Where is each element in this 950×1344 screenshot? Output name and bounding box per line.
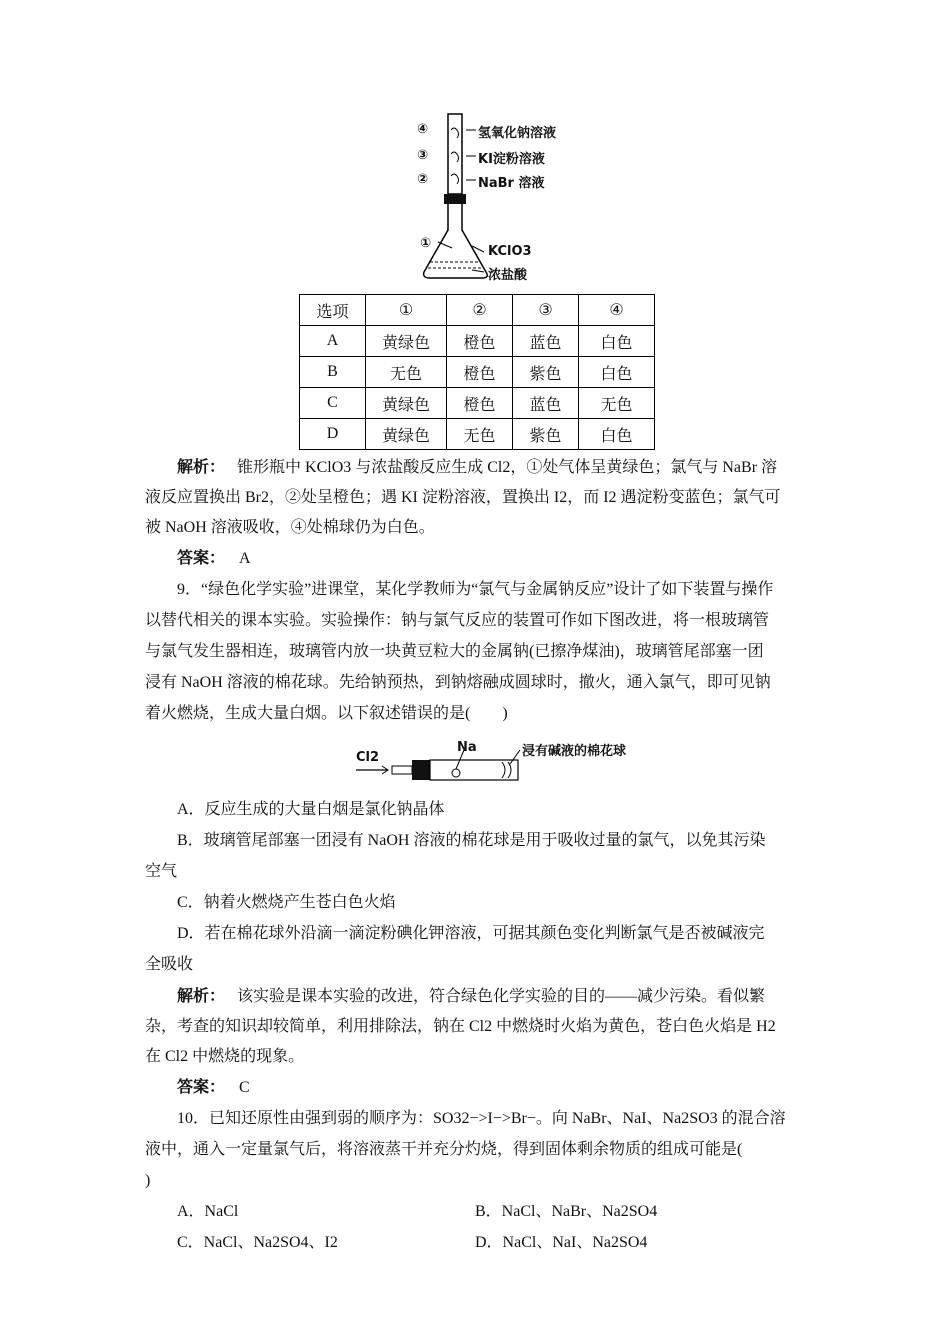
q9-analysis-line: 在 Cl2 中燃烧的现象。	[145, 1048, 305, 1065]
table-cell: 橙色	[447, 357, 513, 388]
q10-option-a: A．NaCl	[177, 1203, 239, 1220]
cotton-ball	[502, 762, 511, 778]
stopper	[444, 194, 466, 204]
q9-stem-line: 浸有 NaOH 溶液的棉花球。先给钠预热，到钠熔融成圆球时，撤火，通入氯气，即可见钠	[145, 674, 771, 691]
label-na: Na	[457, 740, 477, 755]
answer-label: 答案：	[177, 1079, 226, 1096]
table-cell: 黄绿色	[366, 388, 447, 419]
table-row	[300, 326, 655, 357]
option-c: C．钠着火燃烧产生苍白色火焰	[177, 894, 396, 911]
table-cell: 无色	[579, 388, 655, 419]
table-cell: A	[300, 326, 366, 357]
q9-stem-line: 以替代相关的课本实验。实验操作：钠与氯气反应的装置可作如下图改进，将一根玻璃管	[145, 612, 770, 629]
inlet-tube	[392, 766, 412, 774]
option-a: A．反应生成的大量白烟是氯化钠晶体	[177, 801, 445, 818]
q10-stem-line: 10．已知还原性由强到弱的顺序为：SO32−>I−>Br−。向 NaBr、NaI、Na2SO3 的混合溶	[177, 1110, 786, 1127]
table-row	[300, 388, 655, 419]
table-header-cell: ②	[447, 295, 513, 326]
table-cell: D	[300, 419, 366, 450]
label-circle-4: ④	[417, 122, 429, 137]
q8-analysis-line: 被 NaOH 溶液吸收，④处棉球仍为白色。	[145, 519, 435, 536]
option-b: B．玻璃管尾部塞一团浸有 NaOH 溶液的棉花球是用于吸收过量的氯气，以免其污染	[177, 832, 766, 849]
table-cell: 白色	[579, 357, 655, 388]
q10-option-b: B．NaCl、NaBr、Na2SO4	[475, 1203, 658, 1220]
q10-stem-line: )	[145, 1172, 151, 1189]
label-kclo3: KClO3	[488, 244, 532, 259]
options-table	[299, 294, 655, 450]
table-header-cell: ③	[513, 295, 579, 326]
table-cell: 无色	[366, 357, 447, 388]
label-naoh-solution: 氢氧化钠溶液	[478, 126, 557, 141]
q10-option-c: C．NaCl、Na2SO4、I2	[177, 1234, 338, 1251]
table-header-cell: ①	[366, 295, 447, 326]
q9-stem-line: 着火燃烧，生成大量白烟。以下叙述错误的是( )	[145, 705, 508, 722]
label-cotton-ball: 浸有碱液的棉花球	[522, 744, 627, 759]
q9-answer	[177, 1078, 250, 1098]
table-cell: 蓝色	[513, 388, 579, 419]
analysis-label: 解析：	[177, 988, 226, 1005]
q9-analysis-line: 杂，考查的知识却较简单，利用排除法，钠在 Cl2 中燃烧时火焰为黄色，苍白色火焰是 H2	[145, 1018, 776, 1035]
table-cell: B	[300, 357, 366, 388]
answer-label: 答案：	[177, 550, 226, 567]
q9-analysis-line	[177, 987, 765, 1007]
table-cell: 橙色	[447, 326, 513, 357]
cotton-ball-2	[451, 174, 459, 184]
table-cell: 黄绿色	[366, 326, 447, 357]
analysis-text: 锥形瓶中 KClO3 与浓盐酸反应生成 Cl2，①处气体呈黄绿色；氯气与 NaBr 溶	[237, 459, 778, 476]
analysis-text: 该实验是课本实验的改进，符合绿色化学实验的目的——减少污染。看似繁	[237, 988, 766, 1005]
label-ki-starch: KI淀粉溶液	[478, 152, 545, 167]
table-header-cell: 选项	[300, 295, 366, 326]
q9-stem-line: 与氯气发生器相连，玻璃管内放一块黄豆粒大的金属钠(已擦净煤油)，玻璃管尾部塞一团	[145, 643, 764, 660]
cotton-ball-3	[451, 152, 459, 162]
table-cell: 白色	[579, 419, 655, 450]
table-cell: 紫色	[513, 357, 579, 388]
q10-stem-line: 液中，通入一定量氯气后，将溶液蒸干并充分灼烧，得到固体剩余物质的组成可能是(	[145, 1141, 743, 1158]
sodium-piece	[452, 769, 460, 777]
label-nabr: NaBr 溶液	[478, 176, 545, 191]
table-cell: C	[300, 388, 366, 419]
option-b-cont: 空气	[145, 863, 178, 880]
label-conc-hcl: 浓盐酸	[488, 268, 528, 283]
rubber-stopper	[412, 760, 430, 780]
table-header-row	[300, 295, 655, 326]
table-cell: 紫色	[513, 419, 579, 450]
q8-answer	[177, 549, 251, 569]
analysis-label: 解析：	[177, 459, 226, 476]
label-circle-1: ①	[420, 236, 432, 251]
glass-tube	[448, 114, 462, 194]
table-cell: 无色	[447, 419, 513, 450]
table-header-cell: ④	[579, 295, 655, 326]
table-row	[300, 357, 655, 388]
q8-analysis-line: 液反应置换出 Br2，②处呈橙色；遇 KI 淀粉溶液，置换出 I2，而 I2 遇淀粉变蓝色；氯气可	[145, 489, 781, 506]
option-d-cont: 全吸收	[145, 956, 194, 973]
table-row	[300, 419, 655, 450]
answer-value: C	[239, 1079, 250, 1096]
q10-option-d: D．NaCl、NaI、Na2SO4	[475, 1234, 648, 1251]
table-cell: 黄绿色	[366, 419, 447, 450]
label-circle-2: ②	[417, 172, 429, 187]
q8-analysis-line	[177, 458, 777, 478]
table-cell: 橙色	[447, 388, 513, 419]
option-d: D．若在棉花球外沿滴一滴淀粉碘化钾溶液，可据其颜色变化判断氯气是否被碱液完	[177, 925, 765, 942]
cotton-ball-4	[451, 128, 459, 138]
label-cl2: Cl2	[356, 750, 380, 765]
q9-stem-line: 9．“绿色化学实验”进课堂，某化学教师为“氯气与金属钠反应”设计了如下装置与操作	[177, 581, 774, 598]
table-cell: 白色	[579, 326, 655, 357]
table-cell: 蓝色	[513, 326, 579, 357]
answer-value: A	[239, 550, 251, 567]
label-circle-3: ③	[417, 148, 429, 163]
conical-flask	[424, 204, 488, 278]
